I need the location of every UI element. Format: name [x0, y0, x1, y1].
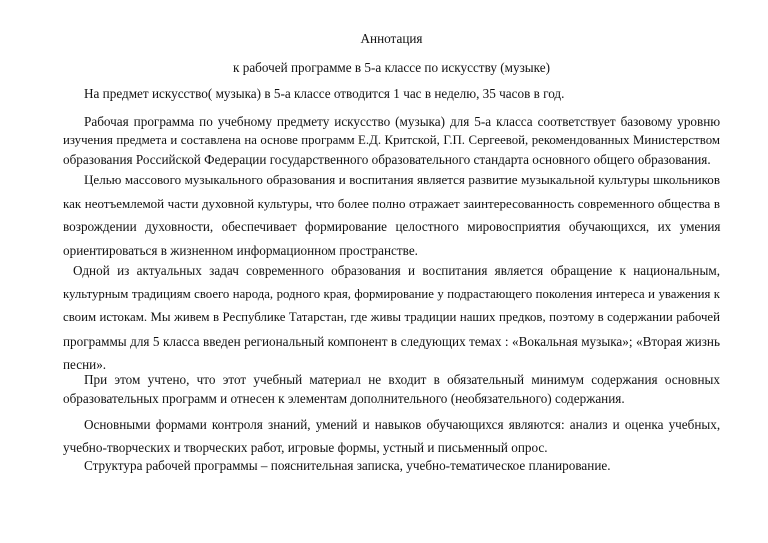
paragraph-7	[63, 458, 720, 474]
paragraph-line: Одной из актуальных задач современного образования и воспитания является обращение к национальным,	[73, 263, 720, 278]
paragraph-6	[63, 413, 720, 459]
paragraph-line: образовательных программ и отнесен к элементам дополнительного (необязательного) содержания.	[63, 391, 625, 406]
paragraph-line: своим истокам. Мы живем в Республике Татарстан, где живы традиции наших предков, поэтому в содержании рабочей	[63, 310, 720, 324]
paragraph-line: возрождении духовности, обеспечивает формирование целостного мировосприятия обучающихся, их умения	[63, 219, 721, 234]
paragraph-line: программы для 5 класса введен региональный компонент в следующих темах : «Вокальная музыка»; «Вторая жизнь	[63, 333, 720, 349]
paragraph-line: Структура рабочей программы – пояснительная записка, учебно-тематическое планирование.	[84, 458, 611, 473]
document-subtitle: к рабочей программе в 5-а классе по искусству (музыке)	[233, 60, 550, 75]
paragraph-line: Целью массового музыкального образования и воспитания является развитие музыкальной культуры школьников	[84, 172, 720, 187]
paragraph-line: При этом учтено, что этот учебный материал не входит в обязательный минимум содержания основных	[84, 372, 720, 387]
paragraph-line: культурным традициям своего народа, родного края, формирование у подрастающего поколения интереса и уважения к	[63, 286, 720, 301]
document-title: Аннотация	[360, 31, 423, 46]
paragraph-line: изучения предмета и составлена на основе программ Е.Д. Критской, Г.П. Сергеевой, рекомендованных Министерством	[63, 133, 720, 147]
paragraph-1	[63, 86, 720, 102]
paragraph-4	[63, 259, 720, 377]
paragraph-line: На предмет искусство( музыка) в 5-а классе отводится 1 час в неделю, 35 часов в год.	[84, 86, 565, 101]
paragraph-line: образования Российской Федерации государственного образовательного стандарта основного общего образования.	[63, 152, 711, 167]
paragraph-line: как неотъемлемой части духовной культуры, что более полно отражает заинтересованность современного общества в	[63, 195, 720, 211]
paragraph-line: песни».	[63, 357, 107, 372]
paragraph-line: Рабочая программа по учебному предмету искусство (музыка) для 5-а класса соответствует базовому уровню	[84, 114, 721, 129]
paragraph-line: учебно-творческих и творческих работ, игровые формы, устный и письменный опрос.	[63, 440, 548, 455]
paragraph-line: ориентироваться в жизненном информационном пространстве.	[63, 242, 418, 258]
paragraph-5	[63, 370, 720, 408]
paragraph-3	[63, 168, 720, 262]
paragraph-2	[63, 112, 720, 169]
paragraph-line: Основными формами контроля знаний, умений и навыков обучающихся являются: анализ и оценка учебных,	[84, 417, 721, 432]
